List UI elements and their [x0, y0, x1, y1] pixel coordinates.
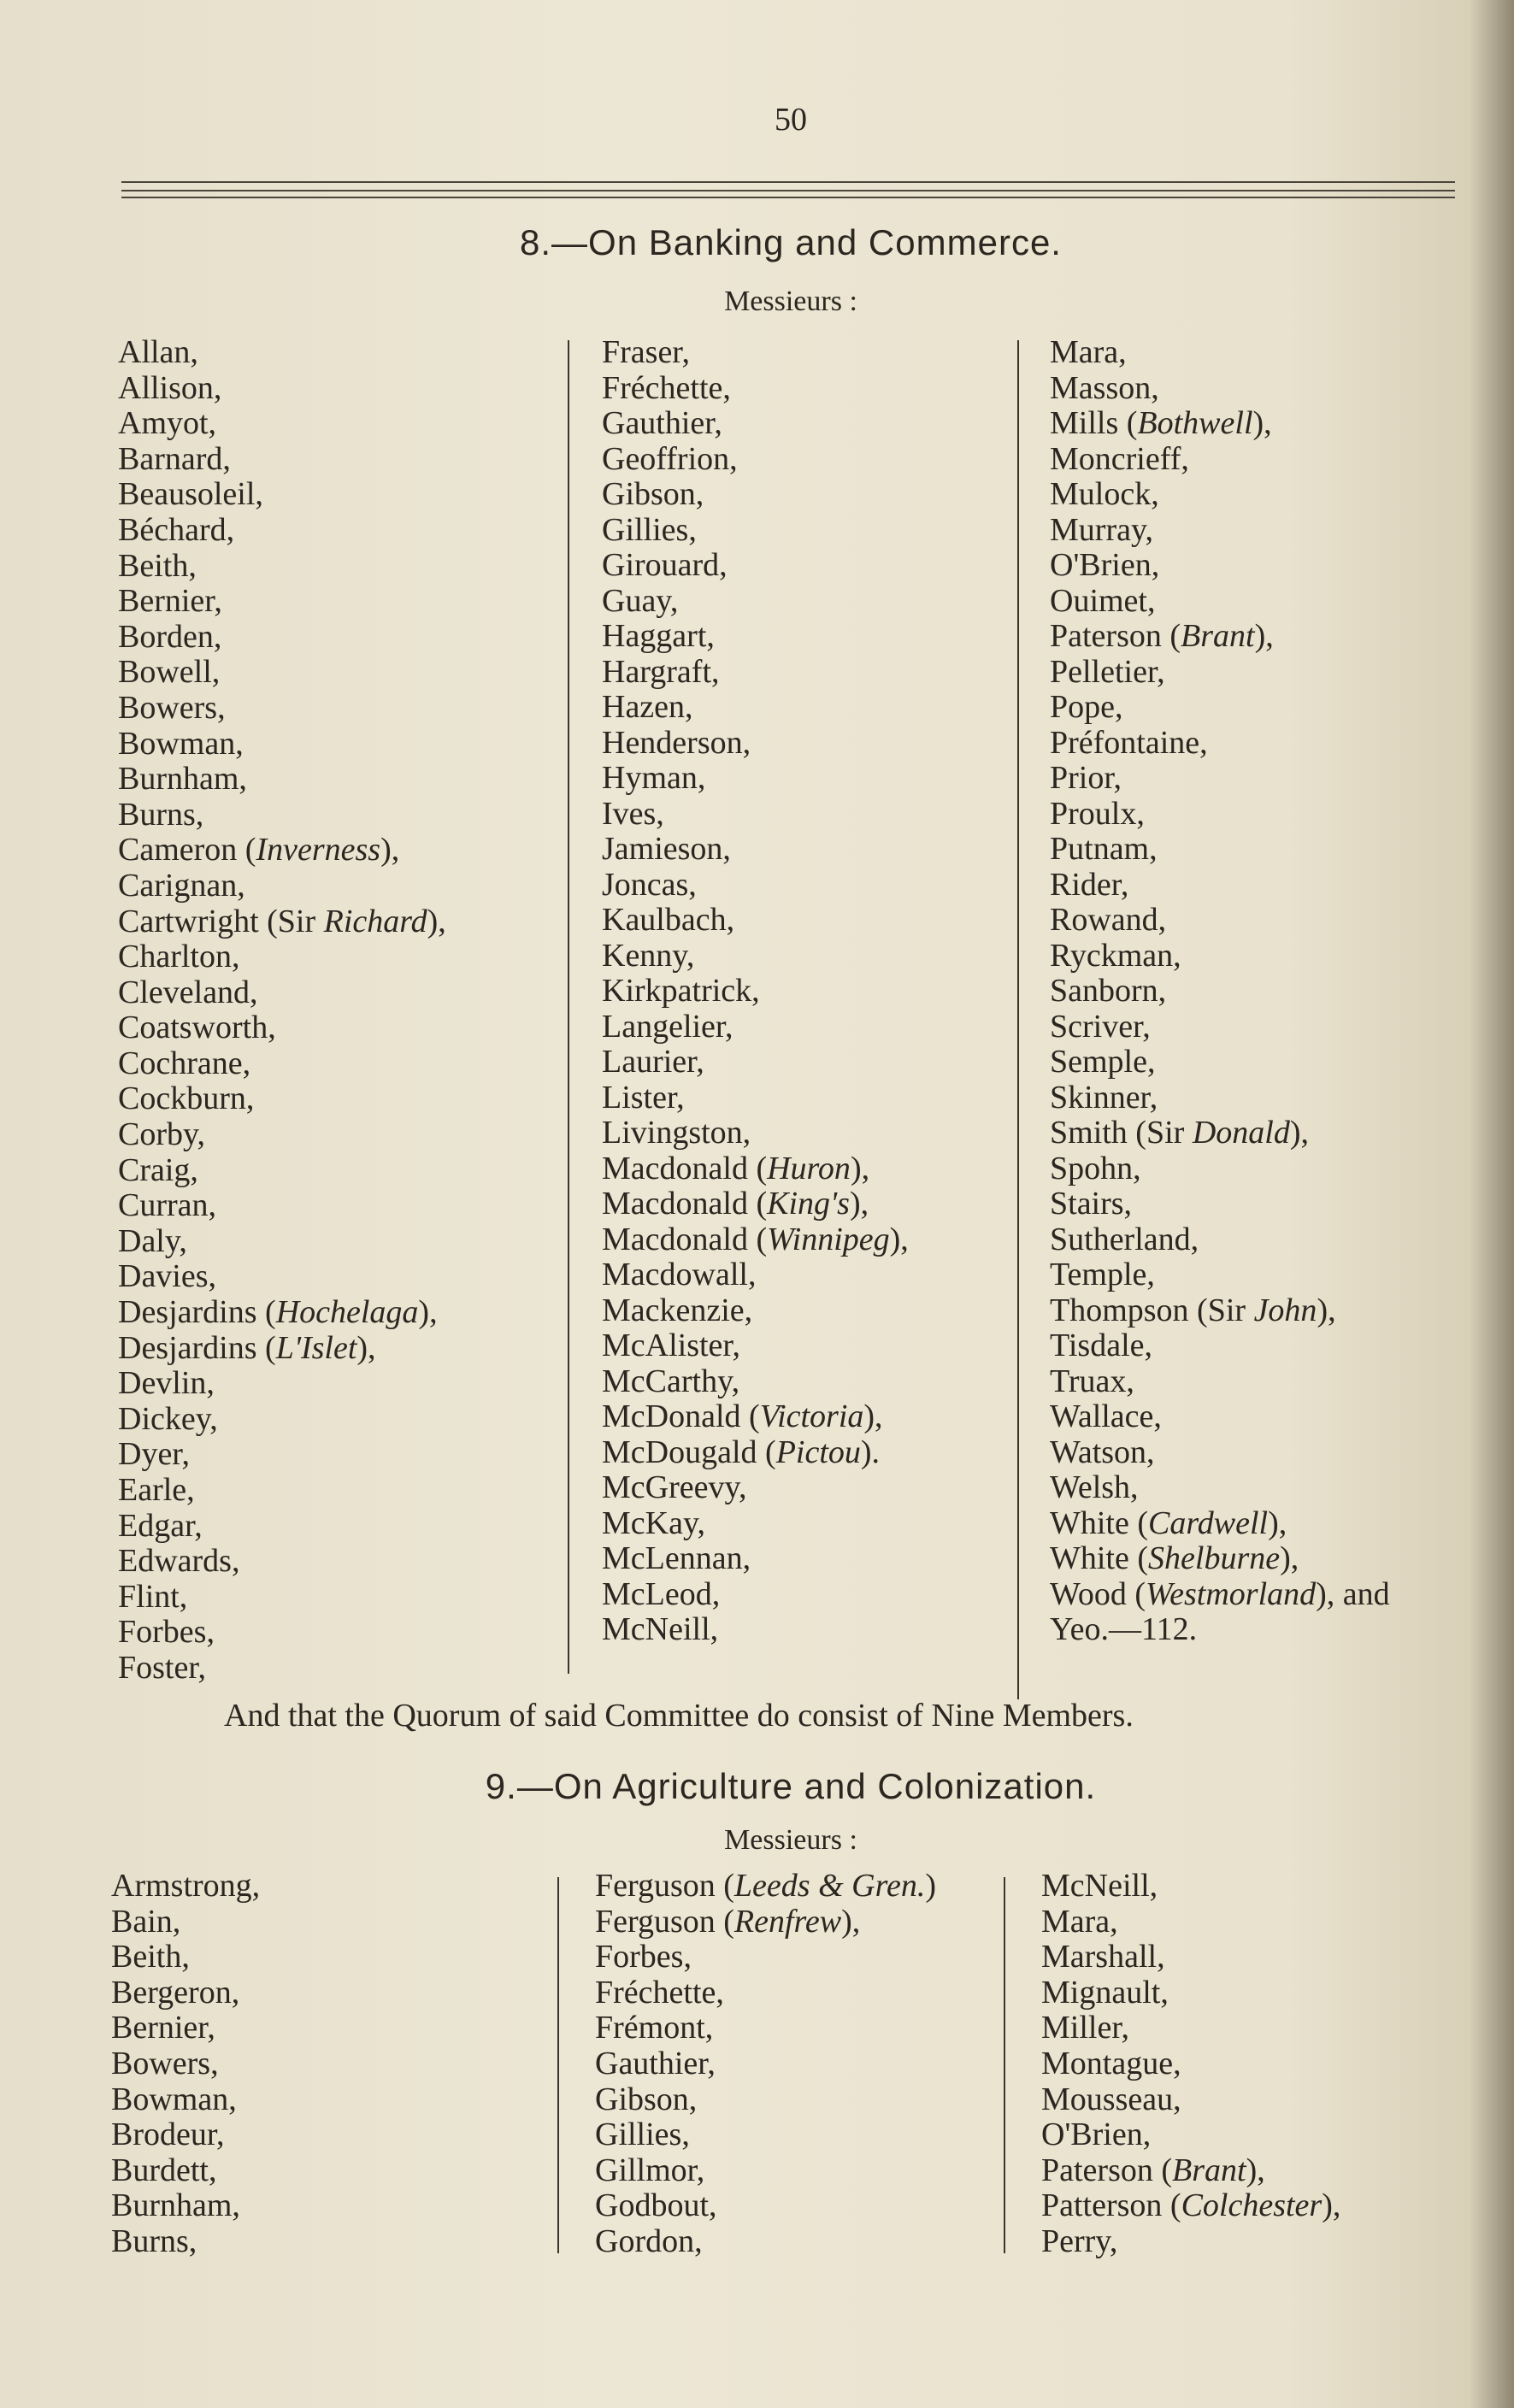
member-name: Frémont, — [595, 2010, 714, 2046]
member-name: Rowand, — [1050, 902, 1167, 938]
member-name: Moncrieff, — [1050, 440, 1189, 477]
member-name: Marshall, — [1041, 1939, 1165, 1975]
member-name: Bowman, — [111, 2081, 237, 2117]
member-name: Mara, — [1050, 334, 1127, 370]
section-8-messieurs: Messieurs : — [724, 286, 857, 317]
member-name: Macdonald (King's), — [602, 1186, 869, 1222]
member-name: Cleveland, — [118, 974, 258, 1010]
member-name: Sutherland, — [1050, 1221, 1199, 1257]
member-name: Armstrong, — [111, 1868, 261, 1904]
member-name: Hyman, — [602, 760, 706, 796]
member-name: McLennan, — [602, 1540, 751, 1576]
member-name: Amyot, — [118, 405, 217, 442]
member-name: Gibson, — [602, 476, 704, 512]
member-name: Rider, — [1050, 866, 1129, 903]
member-name: Proulx, — [1050, 795, 1145, 832]
member-name: Lister, — [602, 1079, 685, 1116]
top-rule — [121, 181, 1455, 183]
member-name: Borden, — [118, 618, 222, 655]
member-name: Godbout, — [595, 2187, 717, 2224]
member-name: Burns, — [118, 796, 204, 833]
section-9-column-2 — [595, 1869, 936, 2260]
member-name: Kenny, — [602, 937, 695, 974]
member-name: Davies, — [118, 1258, 217, 1295]
member-name: Desjardins (Hochelaga), — [118, 1294, 438, 1331]
member-name: Patterson (Colchester), — [1041, 2187, 1341, 2224]
member-name: Smith (Sir Donald), — [1050, 1115, 1309, 1151]
member-name: Bowman, — [118, 725, 244, 762]
member-name: Wood (Westmorland), and — [1050, 1575, 1390, 1612]
member-name: Forbes, — [595, 1939, 692, 1975]
member-name: O'Brien, — [1041, 2117, 1152, 2153]
member-name: Devlin, — [118, 1365, 215, 1402]
member-name: Préfontaine, — [1050, 724, 1208, 761]
member-name: Craig, — [118, 1151, 198, 1188]
member-name: Tisdale, — [1050, 1328, 1153, 1363]
member-name: Cartwright (Sir Richard), — [118, 903, 446, 939]
member-name: Prior, — [1050, 760, 1122, 796]
column-divider — [1004, 1877, 1005, 2253]
member-name: Spohn, — [1050, 1150, 1141, 1186]
member-name: Geoffrion, — [602, 440, 738, 477]
member-name: Watson, — [1050, 1434, 1155, 1470]
section-8-column-2 — [602, 335, 909, 1648]
member-name: Bergeron, — [111, 1974, 240, 2011]
member-name: Montague, — [1041, 2045, 1181, 2081]
member-name: Charlton, — [118, 939, 240, 975]
member-name: Stairs, — [1050, 1186, 1133, 1222]
member-name: Cockburn, — [118, 1080, 255, 1117]
member-name: Kaulbach, — [602, 902, 735, 938]
section-9-messieurs: Messieurs : — [724, 1824, 857, 1856]
member-name: Kirkpatrick, — [602, 973, 760, 1009]
member-name: Langelier, — [602, 1008, 733, 1045]
member-name: McGreevy, — [602, 1469, 747, 1505]
section-9-title: 9.—On Agriculture and Colonization. — [485, 1766, 1097, 1806]
member-name: Miller, — [1041, 2010, 1129, 2046]
member-name: Beith, — [118, 547, 197, 584]
member-name: Pelletier, — [1050, 653, 1165, 690]
member-name: Barnard, — [118, 440, 231, 477]
member-name: McCarthy, — [602, 1363, 740, 1399]
member-name: McKay, — [602, 1504, 705, 1541]
member-name: Ferguson (Renfrew), — [595, 1903, 861, 1940]
member-name: Sanborn, — [1050, 973, 1167, 1009]
member-name: McNeill, — [1041, 1868, 1158, 1904]
member-name: Forbes, — [118, 1614, 215, 1651]
member-name: Dyer, — [118, 1436, 190, 1473]
member-name: Ryckman, — [1050, 937, 1181, 974]
member-name: Bowell, — [118, 654, 221, 691]
member-name: Béchard, — [118, 511, 235, 548]
member-name: Curran, — [118, 1187, 217, 1224]
member-name: Bowers, — [111, 2045, 219, 2081]
member-name: Burnham, — [118, 761, 247, 798]
section-9-column-1 — [111, 1869, 260, 2260]
member-name: Putnam, — [1050, 831, 1158, 867]
member-name: Gauthier, — [602, 405, 722, 441]
member-name: Carignan, — [118, 867, 245, 904]
section-8-column-3 — [1050, 335, 1390, 1648]
member-name: Scriver, — [1050, 1008, 1151, 1045]
section-8-title: 8.—On Banking and Commerce. — [520, 222, 1062, 262]
member-name: Mara, — [1041, 1903, 1118, 1940]
member-name: Burnham, — [111, 2187, 240, 2224]
member-name: Paterson (Brant), — [1041, 2152, 1265, 2188]
member-name: Hazen, — [602, 689, 693, 725]
page-number: 50 — [775, 102, 807, 138]
member-name: Wallace, — [1050, 1398, 1162, 1434]
member-name: Cameron (Inverness), — [118, 832, 400, 868]
member-name: Ferguson (Leeds & Gren.) — [595, 1868, 936, 1904]
member-name: Gibson, — [595, 2081, 698, 2117]
member-name: Cochrane, — [118, 1045, 251, 1081]
member-name: Hargraft, — [602, 653, 720, 690]
column-divider — [557, 1877, 559, 2253]
member-name: Mignault, — [1041, 1974, 1169, 2011]
member-name: Mousseau, — [1041, 2081, 1181, 2117]
member-name: Gauthier, — [595, 2045, 716, 2081]
member-name: Jamieson, — [602, 831, 731, 867]
member-name: Thompson (Sir John), — [1050, 1292, 1336, 1328]
member-name: Skinner, — [1050, 1079, 1158, 1116]
column-divider — [1017, 340, 1019, 1699]
member-name: Macdonald (Huron), — [602, 1150, 870, 1186]
member-name: Bernier, — [118, 583, 222, 620]
member-name: Corby, — [118, 1116, 206, 1153]
member-name: Yeo.—112. — [1050, 1611, 1198, 1647]
member-name: Mulock, — [1050, 476, 1159, 512]
member-name: Gordon, — [595, 2223, 703, 2259]
member-name: White (Cardwell), — [1050, 1504, 1287, 1541]
member-name: Pope, — [1050, 689, 1123, 725]
member-name: Foster, — [118, 1649, 206, 1686]
member-name: Welsh, — [1050, 1469, 1139, 1505]
member-name: McLeod, — [602, 1575, 721, 1612]
section-8-column-1 — [118, 335, 446, 1687]
member-name: Desjardins (L'Islet), — [118, 1329, 376, 1366]
member-name: Ouimet, — [1050, 582, 1156, 619]
member-name: Edwards, — [118, 1543, 240, 1580]
member-name: Semple, — [1050, 1044, 1156, 1080]
member-name: Henderson, — [602, 724, 751, 761]
member-name: McDougald (Pictou). — [602, 1434, 881, 1470]
member-name: McDonald (Victoria), — [602, 1398, 883, 1434]
member-name: Bowers, — [118, 689, 226, 726]
member-name: O'Brien, — [1050, 547, 1160, 583]
member-name: McAlister, — [602, 1328, 741, 1363]
member-name: Earle, — [118, 1472, 195, 1508]
member-name: Livingston, — [602, 1115, 751, 1151]
member-name: McNeill, — [602, 1611, 719, 1647]
member-name: Mackenzie, — [602, 1292, 753, 1328]
member-name: Fréchette, — [602, 369, 731, 406]
member-name: Fréchette, — [595, 1974, 724, 2011]
member-name: Beausoleil, — [118, 476, 263, 513]
member-name: White (Shelburne), — [1050, 1540, 1299, 1576]
member-name: Gillies, — [595, 2117, 690, 2153]
member-name: Girouard, — [602, 547, 728, 583]
member-name: Paterson (Brant), — [1050, 618, 1274, 654]
member-name: Allan, — [118, 334, 198, 370]
member-name: Mills (Bothwell), — [1050, 405, 1272, 441]
top-rule-second — [121, 190, 1455, 191]
member-name: Dickey, — [118, 1400, 218, 1437]
member-name: Masson, — [1050, 369, 1159, 406]
member-name: Allison, — [118, 369, 222, 406]
member-name: Edgar, — [118, 1507, 203, 1544]
column-divider — [568, 340, 569, 1674]
member-name: Truax, — [1050, 1363, 1134, 1399]
member-name: Burns, — [111, 2223, 197, 2259]
quorum-statement: And that the Quorum of said Committee do consist of Nine Members. — [224, 1698, 1134, 1734]
member-name: Daly, — [118, 1222, 187, 1259]
member-name: Bain, — [111, 1903, 181, 1940]
section-9-column-3 — [1041, 1869, 1340, 2260]
member-name: Murray, — [1050, 511, 1153, 548]
member-name: Haggart, — [602, 618, 715, 654]
member-name: Brodeur, — [111, 2117, 225, 2153]
member-name: Perry, — [1041, 2223, 1118, 2259]
member-name: Temple, — [1050, 1257, 1155, 1292]
member-name: Burdett, — [111, 2152, 217, 2188]
member-name: Coatsworth, — [118, 1010, 276, 1046]
member-name: Bernier, — [111, 2010, 215, 2046]
member-name: Macdowall, — [602, 1257, 757, 1292]
member-name: Ives, — [602, 795, 664, 832]
member-name: Gillmor, — [595, 2152, 705, 2188]
member-name: Joncas, — [602, 866, 697, 903]
member-name: Fraser, — [602, 334, 690, 370]
member-name: Gillies, — [602, 511, 697, 548]
member-name: Macdonald (Winnipeg), — [602, 1221, 909, 1257]
member-name: Beith, — [111, 1939, 190, 1975]
member-name: Flint, — [118, 1578, 188, 1615]
top-rule-third — [121, 197, 1455, 198]
member-name: Guay, — [602, 582, 679, 619]
member-name: Laurier, — [602, 1044, 704, 1080]
